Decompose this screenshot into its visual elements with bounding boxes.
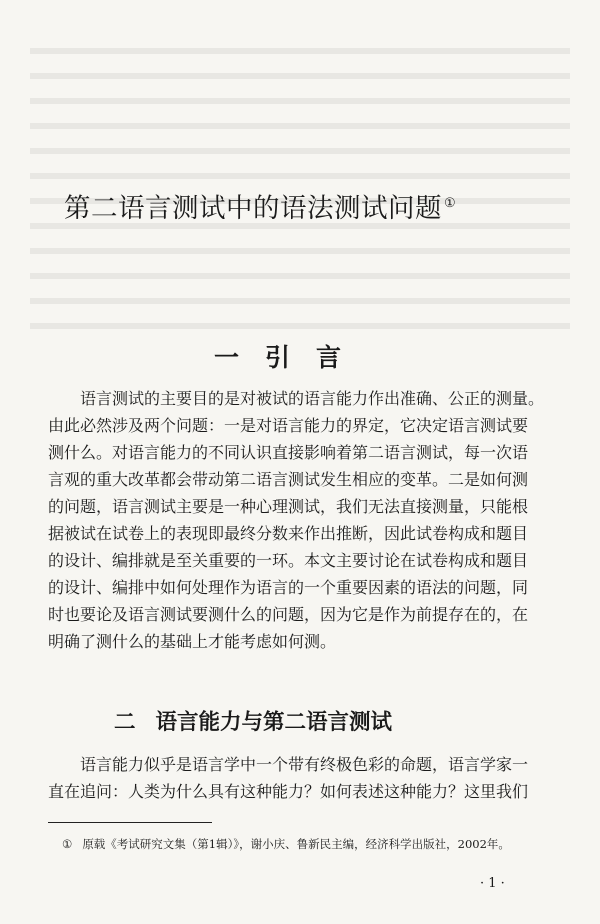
paragraph-line: 的问题，语言测试主要是一种心理测试，我们无法直接测量，只能根	[48, 497, 529, 516]
paragraph-line: 言观的重大改革都会带动第二语言测试发生相应的变革。二是如何测	[48, 470, 529, 489]
paragraph-line: 明确了测什么的基础上才能考虑如何测。	[48, 632, 337, 651]
paragraph-line: 据被试在试卷上的表现即最终分数来作出推断，因此试卷构成和题目	[48, 524, 529, 543]
paragraph-line: 时也要论及语言测试要测什么的问题，因为它是作为前提存在的，在	[48, 605, 529, 624]
paragraph-line: 由此必然涉及两个问题：一是对语言能力的界定，它决定语言测试要	[48, 416, 529, 435]
section-1-paragraph	[48, 385, 556, 655]
section-2-paragraph	[48, 751, 556, 805]
page-number: · 1 ·	[480, 876, 505, 891]
paragraph-line: 语言测试的主要目的是对被试的语言能力作出准确、公正的测量。	[48, 389, 545, 408]
paragraph-line: 语言能力似乎是语言学中一个带有终极色彩的命题，语言学家一	[48, 755, 529, 774]
title-text: 第二语言测试中的语法测试问题	[64, 193, 442, 224]
page-title	[64, 186, 456, 225]
paragraph-line: 的设计、编排中如何处理作为语言的一个重要因素的语法的问题，同	[48, 578, 529, 597]
paragraph-line: 直在追问：人类为什么具有这种能力？如何表述这种能力？这里我们	[48, 782, 529, 801]
paragraph-line: 测什么。对语言能力的不同认识直接影响着第二语言测试，每一次语	[48, 443, 529, 462]
title-footnote-mark: ①	[444, 196, 457, 212]
footnote-mark: ①	[62, 837, 73, 851]
section-2-heading	[114, 705, 392, 736]
section-1-heading: 一引言	[214, 343, 368, 372]
footnote-text: 原载《考试研究文集（第1辑）》，谢小庆、鲁新民主编，经济科学出版社，2002年。	[82, 837, 510, 851]
section-2-title: 语言能力与第二语言测试	[155, 710, 393, 735]
section-2-number: 二	[114, 710, 136, 735]
footnote	[62, 836, 510, 852]
paragraph-line: 的设计、编排就是至关重要的一环。本文主要讨论在试卷构成和题目	[48, 551, 529, 570]
footnote-divider	[48, 822, 212, 823]
